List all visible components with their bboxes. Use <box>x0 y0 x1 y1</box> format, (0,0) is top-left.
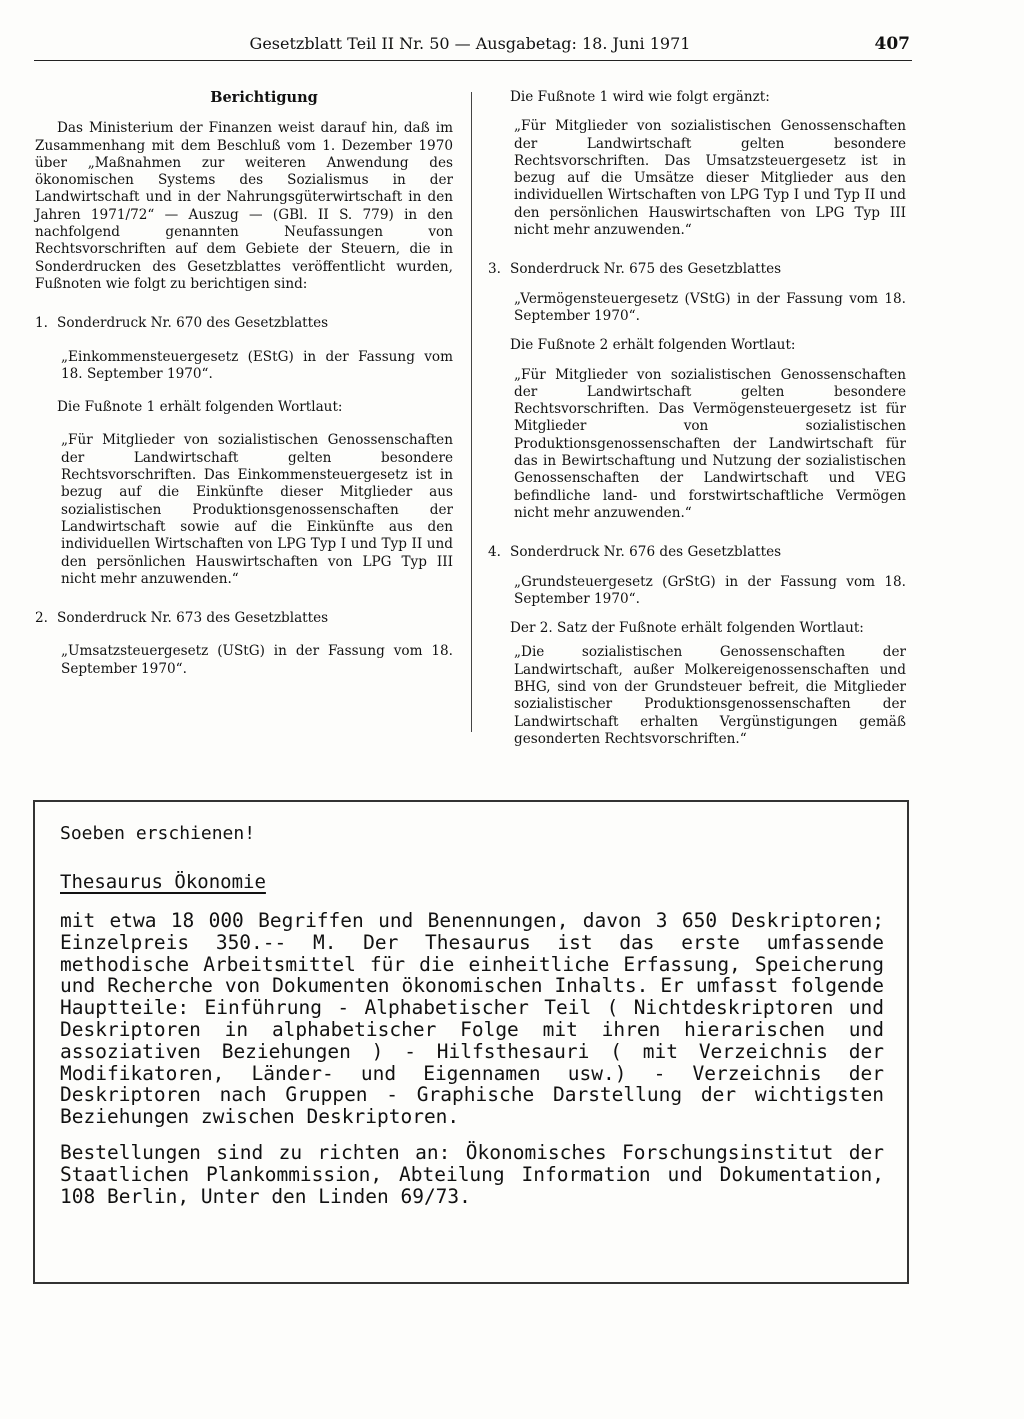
footnote-text: „Für Mitglieder von sozialistischen Genossenschaften der Landwirtschaft gelten besondere Rechtsvorschriften. Das Vermögensteuergesetz ist für Mitglieder von sozialistischen Produktionsgenossenschaften der Landwirtschaft für das in Bewirtschaftung und Nutzung der sozialistischen Genossenschaften der Landwirtschaft und VEG befindliche land- und forstwirtschaftliche Vermögen nicht mehr anzuwenden.“ <box>514 366 906 521</box>
page-header <box>0 34 1024 60</box>
law-title: „Grundsteuergesetz (GrStG) in der Fassung vom 18. September 1970“. <box>514 573 906 607</box>
law-title: „Umsatzsteuergesetz (UStG) in der Fassung vom 18. September 1970“. <box>61 643 453 677</box>
correction-item-1 <box>35 315 453 332</box>
footnote-text: „Die sozialistischen Genossenschaften der Landwirtschaft, außer Molkereigenossenschaften und BHG, sind von der Grundsteuer befreit, die Mitglieder sozialistischer Produktionsgenossenschaften der Landwirtschaft erhalten Vergünstigungen gemäß gesonderten Rechtsvorschriften.“ <box>514 644 906 747</box>
footnote-intro: Der 2. Satz der Fußnote erhält folgenden Wortlaut: <box>510 620 864 637</box>
correction-item-4 <box>488 544 906 561</box>
footnote-intro: Die Fußnote 2 erhält folgenden Wortlaut: <box>510 337 796 354</box>
item-label: Sonderdruck Nr. 675 des Gesetzblattes <box>510 261 782 278</box>
correction-item-2 <box>35 610 453 627</box>
item-label: Sonderdruck Nr. 676 des Gesetzblattes <box>510 544 782 561</box>
notice-heading: Soeben erschienen! <box>60 823 256 844</box>
page-number: 407 <box>874 34 910 54</box>
book-description: mit etwa 18 000 Begriffen und Benennungen, davon 3 650 Deskriptoren; Einzelpreis 350.-- M. Der Thesaurus ist das erste umfassende methodische Arbeitsmittel für die einheitliche Erfassung, Speicherung und Recherche von Dokumenten ökonomischen Inhalts. Er umfasst folgende Hauptteile: Einführung - Alphabetischer Teil ( Nichtdeskriptoren und Deskriptoren in alphabetischer Folge mit ihren hierarischen und assoziativen Beziehungen ) - Hilfsthesauri ( mit Verzeichnis der Modifikatoren, Länder- und Eigennamen usw.) - Verzeichnis der Deskriptoren nach Gruppen - Graphische Darstellung der wichtigsten Beziehungen zwischen Deskriptoren. <box>60 909 884 1129</box>
order-information: Bestellungen sind zu richten an: Ökonomisches Forschungsinstitut der Staatlichen Plankommission, Abteilung Information und Dokumentation, 108 Berlin, Unter den Linden 69/73. <box>60 1140 884 1208</box>
item-label: Sonderdruck Nr. 673 des Gesetzblattes <box>57 610 329 627</box>
book-title: Thesaurus Ökonomie <box>60 871 266 893</box>
header-rule <box>34 60 912 61</box>
section-title: Berichtigung <box>210 89 318 106</box>
item-number: 3. <box>488 261 501 278</box>
publication-notice-box <box>33 800 909 1284</box>
footnote-intro: Die Fußnote 1 erhält folgenden Wortlaut: <box>57 399 343 416</box>
footnote-text: „Für Mitglieder von sozialistischen Genossenschaften der Landwirtschaft gelten besondere Rechtsvorschriften. Das Einkommensteuergesetz ist in bezug auf die Einkünfte dieser Mitglieder aus sozialistischen Produktionsgenossenschaften der Landwirtschaft sowie auf die Einkünfte aus den individuellen Wirtschaften von LPG Typ I und Typ II und den persönlichen Hauswirtschaften von LPG Typ III nicht mehr anzuwenden.“ <box>61 432 453 587</box>
notice-content <box>60 822 884 1207</box>
item-label: Sonderdruck Nr. 670 des Gesetzblattes <box>57 315 329 332</box>
correction-item-3 <box>488 261 906 278</box>
law-title: „Einkommensteuergesetz (EStG) in der Fassung vom 18. September 1970“. <box>61 348 453 382</box>
footnote-intro: Die Fußnote 1 wird wie folgt ergänzt: <box>510 89 770 105</box>
footnote-text: „Für Mitglieder von sozialistischen Genossenschaften der Landwirtschaft gelten besondere Rechtsvorschriften. Das Umsatzsteuergesetz ist in bezug auf die Umsätze dieser Mitglieder aus den individuellen Wirtschaften von LPG Typ I und Typ II und den persönlichen Hauswirtschaften von LPG Typ III nicht mehr anzuwenden.“ <box>514 118 906 239</box>
running-title: Gesetzblatt Teil II Nr. 50 — Ausgabetag: 18. Juni 1971 <box>249 34 691 53</box>
item-number: 1. <box>35 315 48 332</box>
item-number: 4. <box>488 544 501 561</box>
intro-paragraph: Das Ministerium der Finanzen weist darauf hin, daß im Zusammenhang mit dem Beschluß vom 1. Dezember 1970 über „Maßnahmen zur weiteren Anwendung des ökonomischen Systems des Sozialismus in der Landwirtschaft und in der Nahrungsgüterwirtschaft in den Jahren 1971/72“ — Auszug — (GBl. II S. 779) in den nachfolgend genannten Neufassungen von Rechtsvorschriften auf dem Gebiete der Steuern, die in Sonderdrucken des Gesetzblattes veröffentlicht wurden, Fußnoten wie folgt zu berichtigen sind: <box>35 120 453 292</box>
law-title: „Vermögensteuergesetz (VStG) in der Fassung vom 18. September 1970“. <box>514 290 906 324</box>
item-number: 2. <box>35 610 48 627</box>
column-rule <box>471 92 472 732</box>
left-column <box>35 89 453 678</box>
right-column <box>488 89 906 748</box>
